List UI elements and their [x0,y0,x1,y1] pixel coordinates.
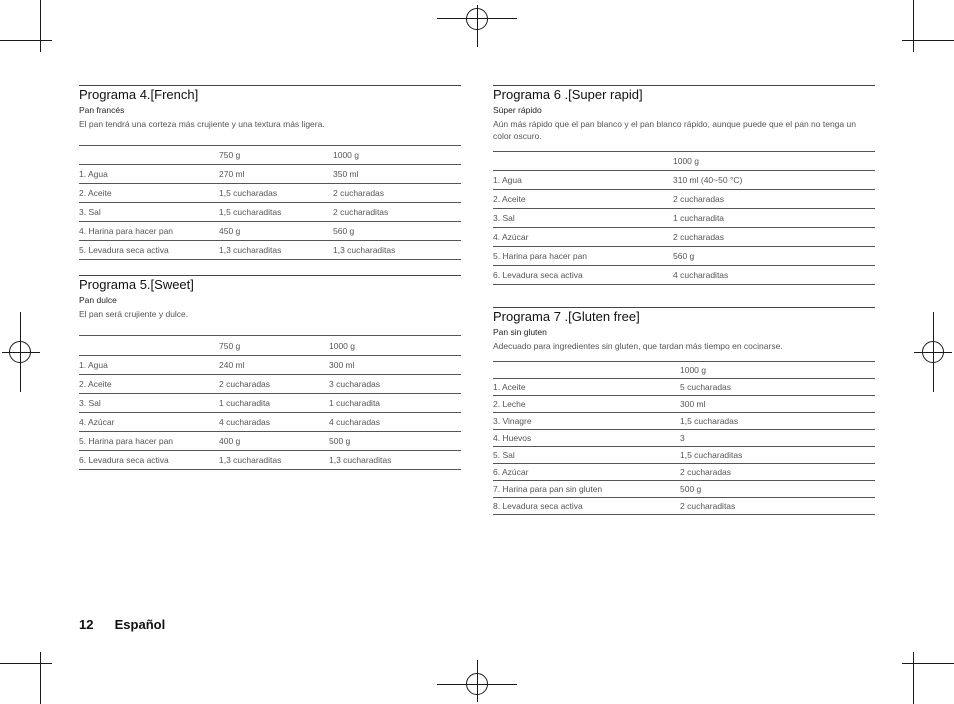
ingredient-cell: 2. Aceite [79,375,219,394]
amount-cell: 2 cucharadas [333,184,461,203]
table-row [493,209,875,228]
amount-cell: 1,3 cucharaditas [333,241,461,260]
ingredient-cell: 1. Aceite [493,379,680,396]
amount-cell: 500 g [329,432,461,451]
ingredient-cell: 6. Levadura seca activa [79,451,219,470]
ingredient-cell: 4. Azúcar [493,228,673,247]
amount-cell: 1,5 cucharaditas [219,203,333,222]
header-cell: 1000 g [329,336,461,356]
ingredient-cell: 3. Sal [493,209,673,228]
section-title: Programa 4.[French] [79,87,199,102]
ingredient-cell: 3. Sal [79,203,219,222]
section-programa-4 [79,85,461,260]
table-row [79,451,461,470]
table-row [79,241,461,260]
ingredient-cell: 5. Sal [493,447,680,464]
table-row [493,247,875,266]
table-row [79,356,461,375]
table-row [79,432,461,451]
amount-cell: 2 cucharadas [673,190,875,209]
amount-cell: 300 ml [329,356,461,375]
amount-cell: 1 cucharadita [219,394,329,413]
header-cell: 1000 g [680,362,875,379]
amount-cell: 350 ml [333,165,461,184]
table-header-row [79,146,461,165]
header-cell: 750 g [219,336,329,356]
amount-cell: 2 cucharaditas [680,498,875,515]
table-row [79,222,461,241]
ingredient-cell: 5. Harina para hacer pan [493,247,673,266]
table-row [79,413,461,432]
table-row [493,190,875,209]
amount-cell: 1,3 cucharaditas [219,451,329,470]
header-cell: 750 g [219,146,333,165]
section-divider [79,275,461,276]
header-cell: 1000 g [333,146,461,165]
section-subtitle: Pan sin gluten [493,327,547,337]
amount-cell: 4 cucharadas [329,413,461,432]
ingredient-cell: 2. Aceite [493,190,673,209]
table-row [79,184,461,203]
section-divider [493,307,875,308]
page-number: 12 [79,617,94,632]
table-row [493,498,875,515]
table-row [493,481,875,498]
page-footer [79,617,165,632]
amount-cell: 400 g [219,432,329,451]
ingredient-cell: 6. Levadura seca activa [493,266,673,285]
amount-cell: 270 ml [219,165,333,184]
amount-cell: 1,3 cucharaditas [329,451,461,470]
amount-cell: 2 cucharadas [219,375,329,394]
ingredient-cell: 1. Agua [493,171,673,190]
section-description: El pan tendrá una corteza más crujiente y una textura más ligera. [79,119,325,129]
table-row [493,464,875,481]
ingredient-cell: 5. Harina para hacer pan [79,432,219,451]
table-row [493,171,875,190]
ingredient-cell: 5. Levadura seca activa [79,241,219,260]
section-subtitle: Pan dulce [79,295,117,305]
recipe-table [79,145,461,260]
ingredient-cell: 8. Levadura seca activa [493,498,680,515]
table-row [79,165,461,184]
amount-cell: 2 cucharadas [680,464,875,481]
amount-cell: 450 g [219,222,333,241]
recipe-table [79,335,461,470]
language-label: Español [114,617,166,632]
table-row [493,228,875,247]
section-title: Programa 7 .[Gluten free] [493,309,640,324]
header-cell [79,146,219,165]
amount-cell: 5 cucharadas [680,379,875,396]
amount-cell: 560 g [333,222,461,241]
header-cell [79,336,219,356]
section-description: El pan será crujiente y dulce. [79,309,189,319]
amount-cell: 3 [680,430,875,447]
amount-cell: 500 g [680,481,875,498]
section-title: Programa 6 .[Super rapid] [493,87,643,102]
table-row [79,375,461,394]
section-programa-6 [493,85,875,285]
table-row [493,379,875,396]
table-row [493,430,875,447]
ingredient-cell: 6. Azúcar [493,464,680,481]
section-subtitle: Súper rápido [493,105,542,115]
table-row [493,413,875,430]
amount-cell: 300 ml [680,396,875,413]
ingredient-cell: 4. Harina para hacer pan [79,222,219,241]
amount-cell: 1 cucharadita [673,209,875,228]
ingredient-cell: 1. Agua [79,165,219,184]
amount-cell: 560 g [673,247,875,266]
amount-cell: 240 ml [219,356,329,375]
section-divider [493,85,875,86]
section-programa-5 [79,275,461,470]
recipe-table [493,361,875,515]
section-description: Adecuado para ingredientes sin gluten, que tardan más tiempo en cocinarse. [493,341,783,351]
section-programa-7 [493,307,875,515]
amount-cell: 1 cucharadita [329,394,461,413]
header-cell [493,152,673,171]
table-row [79,394,461,413]
ingredient-cell: 4. Huevos [493,430,680,447]
amount-cell: 2 cucharaditas [333,203,461,222]
section-subtitle: Pan francés [79,105,125,115]
ingredient-cell: 2. Aceite [79,184,219,203]
header-cell: 1000 g [673,152,875,171]
section-divider [79,85,461,86]
amount-cell: 1,3 cucharaditas [219,241,333,260]
table-row [79,203,461,222]
table-row [493,266,875,285]
section-title: Programa 5.[Sweet] [79,277,194,292]
ingredient-cell: 4. Azúcar [79,413,219,432]
amount-cell: 1,5 cucharadas [219,184,333,203]
amount-cell: 2 cucharadas [673,228,875,247]
amount-cell: 3 cucharadas [329,375,461,394]
amount-cell: 310 ml (40~50 °C) [673,171,875,190]
ingredient-cell: 3. Sal [79,394,219,413]
table-row [493,396,875,413]
table-row [493,447,875,464]
ingredient-cell: 7. Harina para pan sin gluten [493,481,680,498]
ingredient-cell: 3. Vinagre [493,413,680,430]
table-header-row [79,336,461,356]
amount-cell: 1,5 cucharadas [680,413,875,430]
recipe-table [493,151,875,285]
ingredient-cell: 2. Leche [493,396,680,413]
section-description: Aún más rápido que el pan blanco y el pan blanco rápido, aunque puede que el pan no tenga un color oscuro. [493,119,856,141]
amount-cell: 4 cucharadas [219,413,329,432]
amount-cell: 1,5 cucharaditas [680,447,875,464]
amount-cell: 4 cucharaditas [673,266,875,285]
header-cell [493,362,680,379]
table-header-row [493,152,875,171]
table-header-row [493,362,875,379]
ingredient-cell: 1. Agua [79,356,219,375]
